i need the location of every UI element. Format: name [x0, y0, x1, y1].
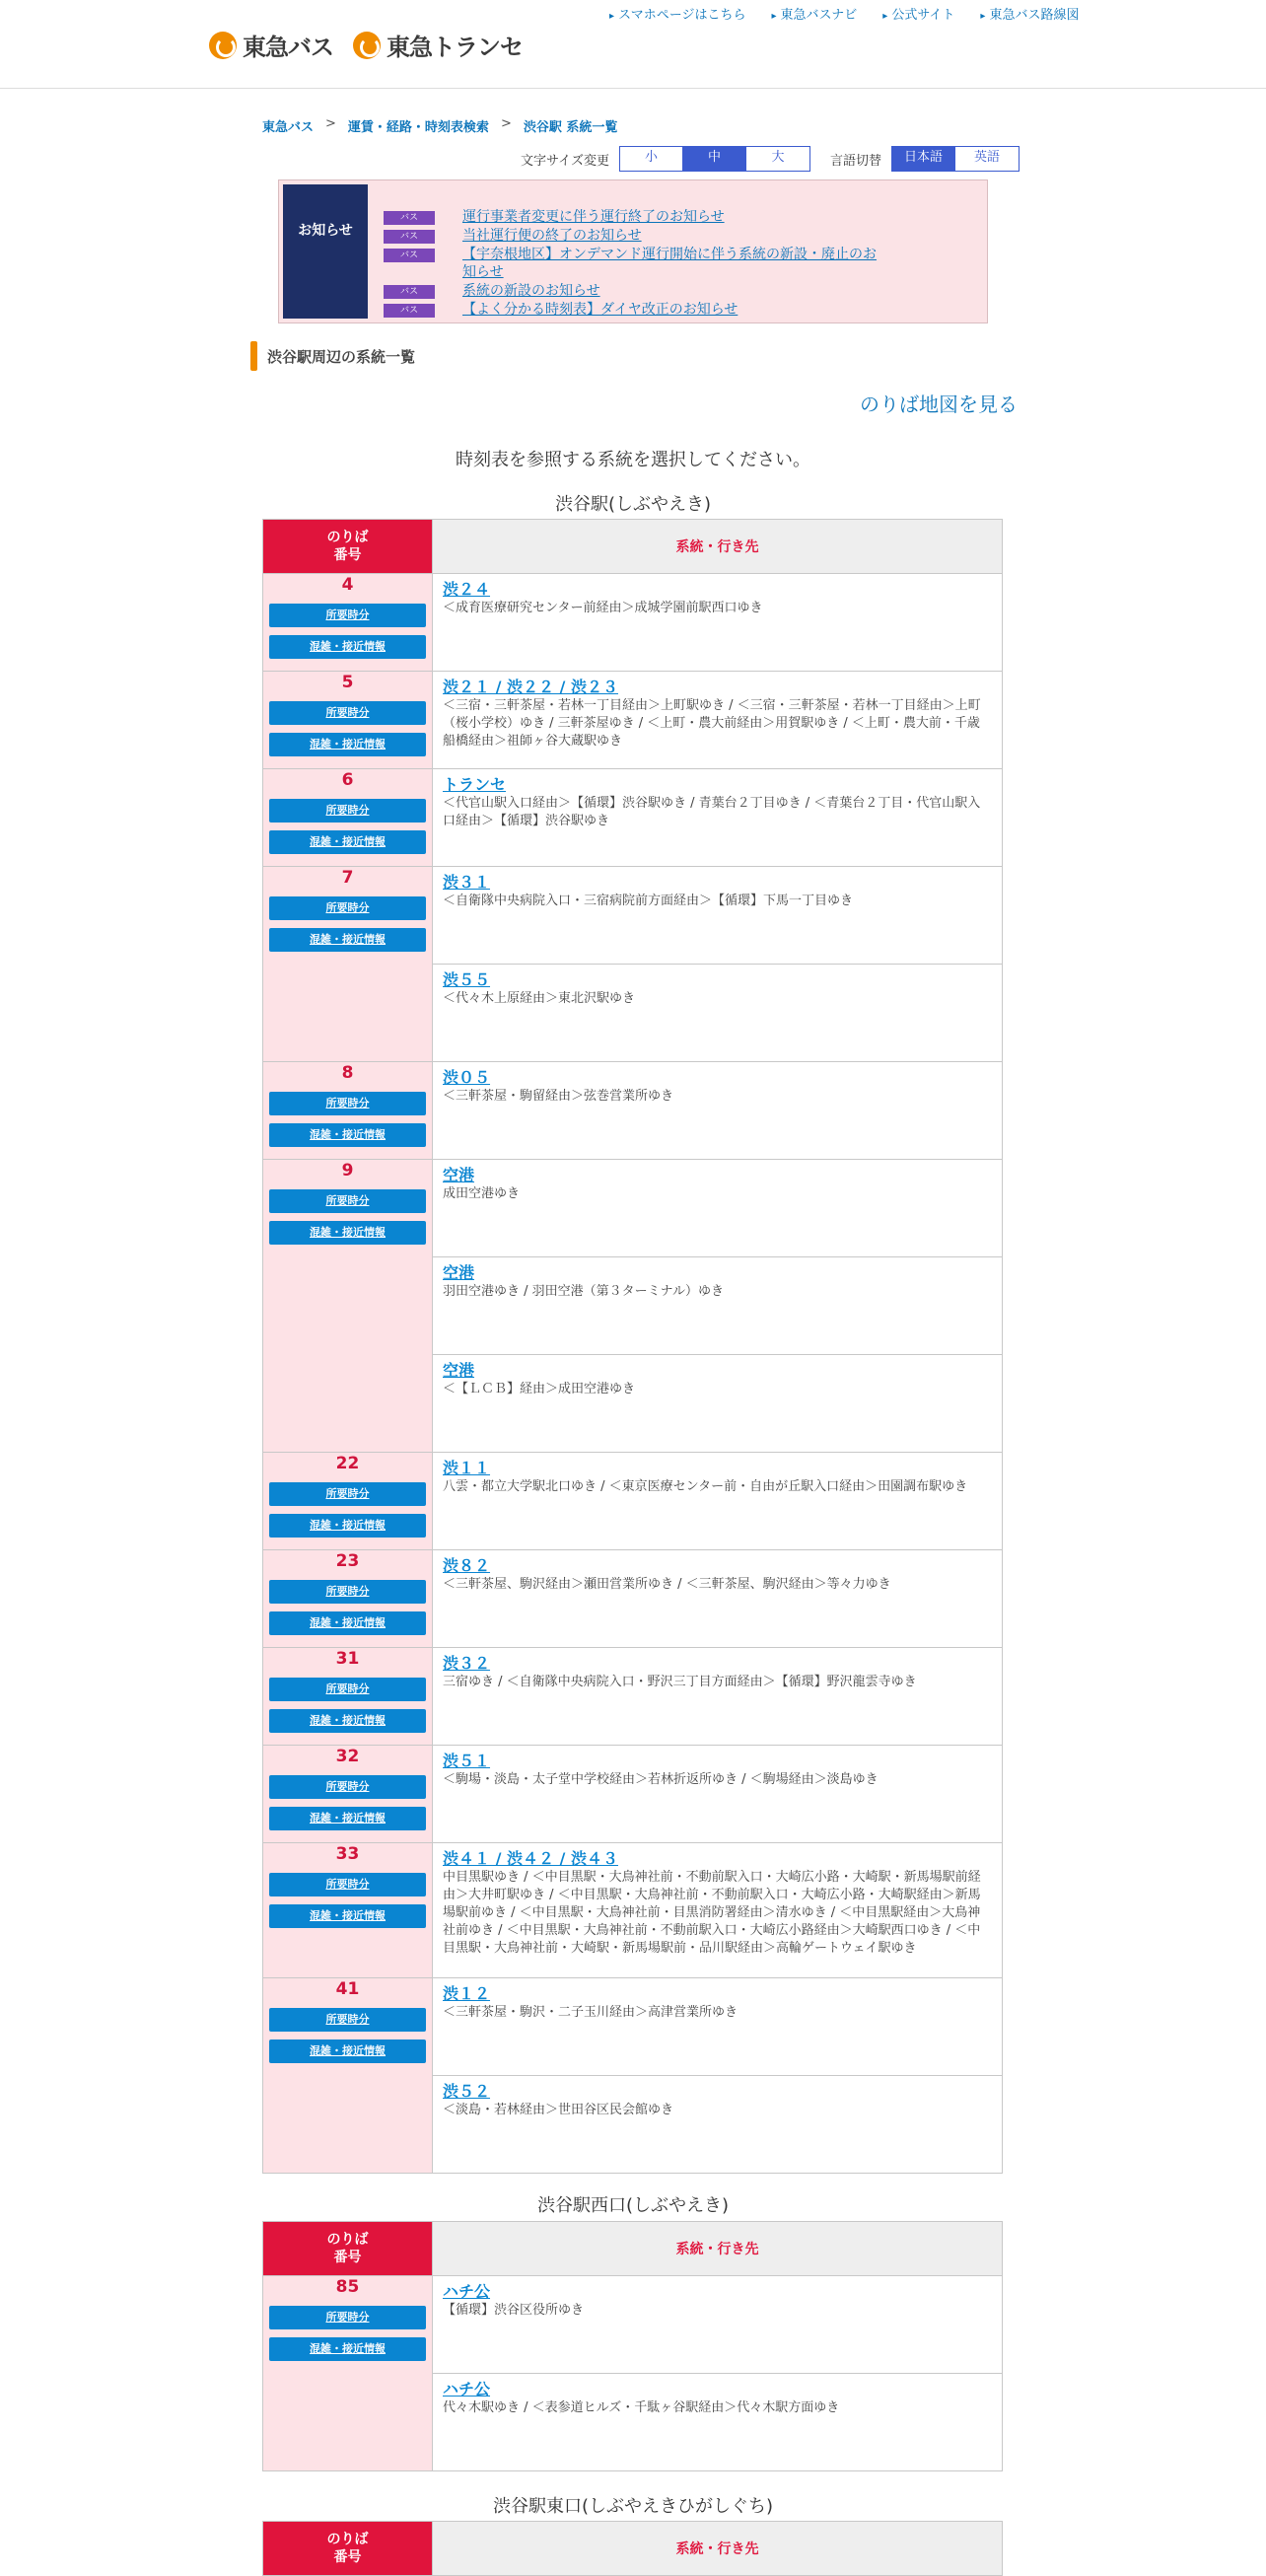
breadcrumb-home[interactable]: 東急バス — [262, 120, 315, 135]
destination-cell — [433, 672, 1003, 769]
font-size-label: 文字サイズ変更 — [521, 153, 609, 169]
destination-text: ＜三軒茶屋、駒沢経由＞瀬田営業所ゆき / ＜三軒茶屋、駒沢経由＞等々力ゆき — [443, 1577, 891, 1592]
travel-time-button[interactable]: 所要時分 — [269, 2008, 426, 2032]
destination-text: 成田空港ゆき — [443, 1186, 521, 1201]
destination-text: 羽田空港ゆき / 羽田空港（第３ターミナル）ゆき — [443, 1284, 724, 1299]
destination-cell — [433, 1453, 1003, 1550]
language-label: 言語切替 — [829, 153, 881, 169]
travel-time-button[interactable]: 所要時分 — [269, 1678, 426, 1701]
tokyu-transse-logo[interactable] — [353, 28, 523, 62]
route-link[interactable]: 空港 — [443, 1166, 475, 1184]
section-title: 渋谷駅周辺の系統一覧 — [267, 347, 416, 366]
table-header-row — [263, 520, 1003, 574]
table-row — [263, 1550, 1003, 1648]
travel-time-button[interactable]: 所要時分 — [269, 896, 426, 920]
congestion-info-button[interactable]: 混雑・接近情報 — [269, 1709, 426, 1733]
destination-text: ＜成育医療研究センター前経由＞成城学園前駅西口ゆき — [443, 601, 763, 615]
destination-cell — [433, 2076, 1003, 2174]
congestion-info-button[interactable]: 混雑・接近情報 — [269, 733, 426, 756]
route-link[interactable]: 渋５１ — [443, 1752, 491, 1770]
notice-item — [384, 227, 975, 245]
notice-tag: バス — [384, 211, 435, 225]
stop-number: 5 — [341, 673, 354, 692]
stop-cell — [263, 672, 433, 769]
travel-time-button[interactable]: 所要時分 — [269, 2306, 426, 2329]
notice-item — [384, 208, 975, 226]
table-header-row — [263, 2222, 1003, 2276]
travel-time-button[interactable]: 所要時分 — [269, 1092, 426, 1115]
destination-cell — [433, 574, 1003, 672]
logo-text-bus: 東急バス — [243, 34, 333, 61]
stop-cell — [263, 1062, 433, 1160]
route-table — [262, 2221, 1003, 2471]
destination-text: ＜代々木上原経由＞東北沢駅ゆき — [443, 991, 636, 1006]
route-link[interactable]: トランセ — [443, 775, 507, 794]
breadcrumb-current[interactable]: 渋谷駅 系統一覧 — [523, 120, 618, 135]
route-link[interactable]: ハチ公 — [443, 2282, 491, 2301]
stop-cell — [263, 1843, 433, 1978]
site-header — [0, 0, 1266, 89]
route-link[interactable]: 渋４１ / 渋４２ / 渋４３ — [443, 1849, 618, 1868]
destination-cell — [433, 1746, 1003, 1843]
station-title: 渋谷駅東口(しぶやえきひがしぐち) — [492, 2496, 774, 2517]
table-row — [263, 1978, 1003, 2076]
stop-cell — [263, 1746, 433, 1843]
congestion-info-button[interactable]: 混雑・接近情報 — [269, 2337, 426, 2361]
destination-header: 系統・行き先 — [433, 2522, 1003, 2576]
route-link[interactable]: 渋５５ — [443, 970, 491, 989]
travel-time-button[interactable]: 所要時分 — [269, 1189, 426, 1213]
destination-cell — [433, 1978, 1003, 2076]
table-row — [263, 769, 1003, 867]
language-selector — [891, 146, 1020, 172]
stop-number-header — [263, 2222, 433, 2276]
official-site-link[interactable]: ▸ 公式サイト — [882, 4, 954, 23]
table-row — [263, 1062, 1003, 1160]
destination-text: ＜三軒茶屋・駒沢・二子玉川経由＞高津営業所ゆき — [443, 2005, 738, 2020]
stop-cell — [263, 867, 433, 1062]
stop-number: 32 — [335, 1747, 360, 1766]
stop-header-line2: 番号 — [333, 547, 362, 563]
destination-text: 中目黒駅ゆき / ＜中目黒駅・大鳥神社前・不動前駅入口・大崎広小路・大崎駅・新馬場駅前経由＞大井町駅ゆき / ＜中目黒駅・大鳥神社前・不動前駅入口・大崎広小路・大崎駅経由＞新馬場駅前ゆき / ＜中目黒駅・大鳥神社前・目黒消防署経由＞清水ゆき / ＜中目黒駅経由＞大鳥神社前ゆき / ＜中目黒駅・大鳥神社前・不動前駅入口・大崎広小路経由＞大崎駅西口ゆき / ＜中目黒駅・大鳥神社前・大崎駅・新馬場駅前・品川駅経由＞高輪ゲートウェイ駅ゆき — [443, 1870, 981, 1956]
stop-number: 23 — [335, 1551, 360, 1571]
stop-number: 4 — [341, 575, 354, 595]
table-row — [263, 1843, 1003, 1978]
notice-tag: バス — [384, 304, 435, 318]
travel-time-button[interactable]: 所要時分 — [269, 1482, 426, 1506]
notice-item — [384, 282, 975, 300]
destination-text: ＜【ＬＣＢ】経由＞成田空港ゆき — [443, 1382, 636, 1396]
congestion-info-button[interactable]: 混雑・接近情報 — [269, 1904, 426, 1928]
stop-number: 22 — [335, 1454, 360, 1473]
font-size-medium-button[interactable]: 中 — [683, 147, 746, 171]
stop-number: 85 — [335, 2277, 360, 2297]
destination-text: ＜自衛隊中央病院入口・三宿病院前方面経由＞【循環】下馬一丁目ゆき — [443, 894, 854, 908]
stop-cell — [263, 1160, 433, 1453]
notice-item — [384, 246, 975, 281]
route-link[interactable]: 渋２４ — [443, 580, 491, 599]
language-english-button[interactable]: 英語 — [955, 147, 1019, 171]
travel-time-button[interactable]: 所要時分 — [269, 701, 426, 725]
stop-number: 9 — [341, 1161, 354, 1181]
travel-time-button[interactable]: 所要時分 — [269, 799, 426, 823]
breadcrumb-separator: > — [325, 116, 336, 131]
stop-number-header — [263, 2522, 433, 2576]
display-controls — [521, 146, 1020, 172]
header-links — [609, 4, 1079, 23]
route-link[interactable]: 空港 — [443, 1361, 475, 1380]
destination-cell — [433, 2374, 1003, 2471]
congestion-info-button[interactable]: 混雑・接近情報 — [269, 928, 426, 952]
stop-header-line1: のりば — [326, 2532, 369, 2547]
table-row — [263, 1453, 1003, 1550]
notice-tag: バス — [384, 230, 435, 244]
tokyu-logo-icon — [353, 32, 381, 59]
destination-cell — [433, 1550, 1003, 1648]
route-link[interactable]: 渋１１ — [443, 1459, 491, 1477]
notice-link[interactable]: 系統の新設のお知らせ — [462, 283, 600, 299]
destination-header: 系統・行き先 — [433, 2222, 1003, 2276]
stop-number-header — [263, 520, 433, 574]
congestion-info-button[interactable]: 混雑・接近情報 — [269, 635, 426, 659]
table-row — [263, 1648, 1003, 1746]
notice-list — [384, 208, 975, 317]
stop-cell — [263, 2276, 433, 2471]
table-row — [263, 1746, 1003, 1843]
congestion-info-button[interactable]: 混雑・接近情報 — [269, 1123, 426, 1147]
table-row — [263, 574, 1003, 672]
route-link[interactable]: 渋１２ — [443, 1984, 491, 2003]
destination-cell — [433, 1355, 1003, 1453]
travel-time-button[interactable]: 所要時分 — [269, 1873, 426, 1896]
stop-header-line1: のりば — [326, 2232, 369, 2248]
table-row — [263, 1160, 1003, 1257]
table-row — [263, 867, 1003, 965]
destination-text: ＜三宿・三軒茶屋・若林一丁目経由＞上町駅ゆき / ＜三宿・三軒茶屋・若林一丁目経由＞上町（桜小学校）ゆき / 三軒茶屋ゆき / ＜上町・農大前経由＞用賀駅ゆき / ＜上町・農大前・千歳船橋経由＞祖師ヶ谷大蔵駅ゆき — [443, 698, 981, 749]
notice-link[interactable]: 当社運行便の終了のお知らせ — [462, 228, 642, 244]
congestion-info-button[interactable]: 混雑・接近情報 — [269, 1611, 426, 1635]
destination-text: ＜三軒茶屋・駒留経由＞弦巻営業所ゆき — [443, 1089, 674, 1104]
destination-cell — [433, 1648, 1003, 1746]
notice-title: お知らせ — [283, 184, 368, 319]
notice-link[interactable]: 運行事業者変更に伴う運行終了のお知らせ — [462, 209, 725, 225]
destination-cell — [433, 867, 1003, 965]
table-header-row — [263, 2522, 1003, 2576]
destination-cell — [433, 1257, 1003, 1355]
station-title: 渋谷駅(しぶやえき) — [554, 494, 712, 515]
destination-text: ＜淡島・若林経由＞世田谷区民会館ゆき — [443, 2103, 674, 2117]
destination-text: ＜駒場・淡島・太子堂中学校経由＞若林折返所ゆき / ＜駒場経由＞淡島ゆき — [443, 1772, 879, 1787]
breadcrumb-search[interactable]: 運賃・経路・時刻表検索 — [347, 120, 489, 135]
destination-text: 【循環】渋谷区役所ゆき — [443, 2303, 585, 2318]
destination-cell — [433, 965, 1003, 1062]
stop-cell — [263, 769, 433, 867]
language-japanese-button[interactable]: 日本語 — [892, 147, 955, 171]
destination-text: ＜代官山駅入口経由＞【循環】渋谷駅ゆき / 青葉台２丁目ゆき / ＜青葉台２丁目・代官山駅入口経由＞【循環】渋谷駅ゆき — [443, 796, 981, 828]
travel-time-button[interactable]: 所要時分 — [269, 1580, 426, 1604]
destination-header: 系統・行き先 — [433, 520, 1003, 574]
destination-cell — [433, 769, 1003, 867]
congestion-info-button[interactable]: 混雑・接近情報 — [269, 1807, 426, 1830]
stop-cell — [263, 574, 433, 672]
logo-text-transse: 東急トランセ — [387, 34, 523, 61]
destination-cell — [433, 1843, 1003, 1978]
font-size-large-button[interactable]: 大 — [746, 147, 809, 171]
congestion-info-button[interactable]: 混雑・接近情報 — [269, 830, 426, 854]
instruction-text: 時刻表を参照する系統を選択してください。 — [456, 450, 810, 470]
route-map-link[interactable]: ▸ 東急バス路線図 — [980, 4, 1079, 23]
stop-header-line1: のりば — [326, 530, 369, 545]
stop-cell — [263, 1648, 433, 1746]
congestion-info-button[interactable]: 混雑・接近情報 — [269, 1514, 426, 1538]
tokyu-logo-icon — [209, 32, 237, 59]
stop-map-link[interactable]: のりば地図を見る — [860, 393, 1018, 416]
stop-cell — [263, 1978, 433, 2174]
destination-text: 代々木駅ゆき / ＜表参道ヒルズ・千駄ヶ谷駅経由＞代々木駅方面ゆき — [443, 2400, 840, 2415]
destination-cell — [433, 1062, 1003, 1160]
destination-cell — [433, 1160, 1003, 1257]
section-heading — [250, 341, 415, 371]
font-size-selector — [619, 146, 810, 172]
route-link[interactable]: 空港 — [443, 1263, 475, 1282]
congestion-info-button[interactable]: 混雑・接近情報 — [269, 2039, 426, 2063]
route-link[interactable]: 渋８２ — [443, 1556, 491, 1575]
travel-time-button[interactable]: 所要時分 — [269, 604, 426, 627]
stop-header-line2: 番号 — [333, 2549, 362, 2565]
notice-link[interactable]: 【よく分かる時刻表】ダイヤ改正のお知らせ — [462, 302, 738, 318]
route-link[interactable]: 渋３１ — [443, 873, 491, 892]
font-size-small-button[interactable]: 小 — [620, 147, 683, 171]
stop-number: 6 — [341, 770, 354, 790]
destination-text: 三宿ゆき / ＜自衛隊中央病院入口・野沢三丁目方面経由＞【循環】野沢龍雲寺ゆき — [443, 1675, 917, 1689]
breadcrumb-separator: > — [500, 116, 512, 131]
stop-header-line2: 番号 — [333, 2250, 362, 2265]
table-row — [263, 2276, 1003, 2374]
route-link[interactable]: 渋２１ / 渋２２ / 渋２３ — [443, 678, 618, 696]
table-row — [263, 672, 1003, 769]
stop-cell — [263, 1550, 433, 1648]
breadcrumb — [262, 116, 617, 135]
notice-box — [278, 179, 988, 323]
smartphone-page-link[interactable]: ▸ スマホページはこちら — [609, 4, 746, 23]
stop-number: 8 — [341, 1063, 354, 1083]
route-link[interactable]: 渋３２ — [443, 1654, 491, 1673]
notice-link[interactable]: 【宇奈根地区】オンデマンド運行開始に伴う系統の新設・廃止のお知らせ — [462, 247, 877, 280]
tokyu-bus-logo[interactable] — [209, 28, 333, 62]
route-link[interactable]: ハチ公 — [443, 2380, 491, 2398]
notice-item — [384, 301, 975, 319]
travel-time-button[interactable]: 所要時分 — [269, 1775, 426, 1799]
stop-number: 33 — [335, 1844, 360, 1864]
destination-cell — [433, 2276, 1003, 2374]
route-table — [262, 2521, 1003, 2576]
stop-cell — [263, 1453, 433, 1550]
route-link[interactable]: 渋５２ — [443, 2082, 491, 2101]
destination-text: 八雲・都立大学駅北口ゆき / ＜東京医療センター前・自由が丘駅入口経由＞田園調布駅ゆき — [443, 1479, 968, 1494]
notice-tag: バス — [384, 249, 435, 262]
route-link[interactable]: 渋０５ — [443, 1068, 491, 1087]
notice-tag: バス — [384, 285, 435, 299]
section-marker — [250, 341, 257, 371]
stop-number: 41 — [335, 1979, 360, 1999]
route-table — [262, 519, 1003, 2174]
station-title: 渋谷駅西口(しぶやえき) — [536, 2195, 730, 2216]
stop-number: 7 — [341, 868, 354, 888]
congestion-info-button[interactable]: 混雑・接近情報 — [269, 1221, 426, 1245]
stop-number: 31 — [335, 1649, 360, 1669]
bus-navi-link[interactable]: ▸ 東急バスナビ — [772, 4, 858, 23]
